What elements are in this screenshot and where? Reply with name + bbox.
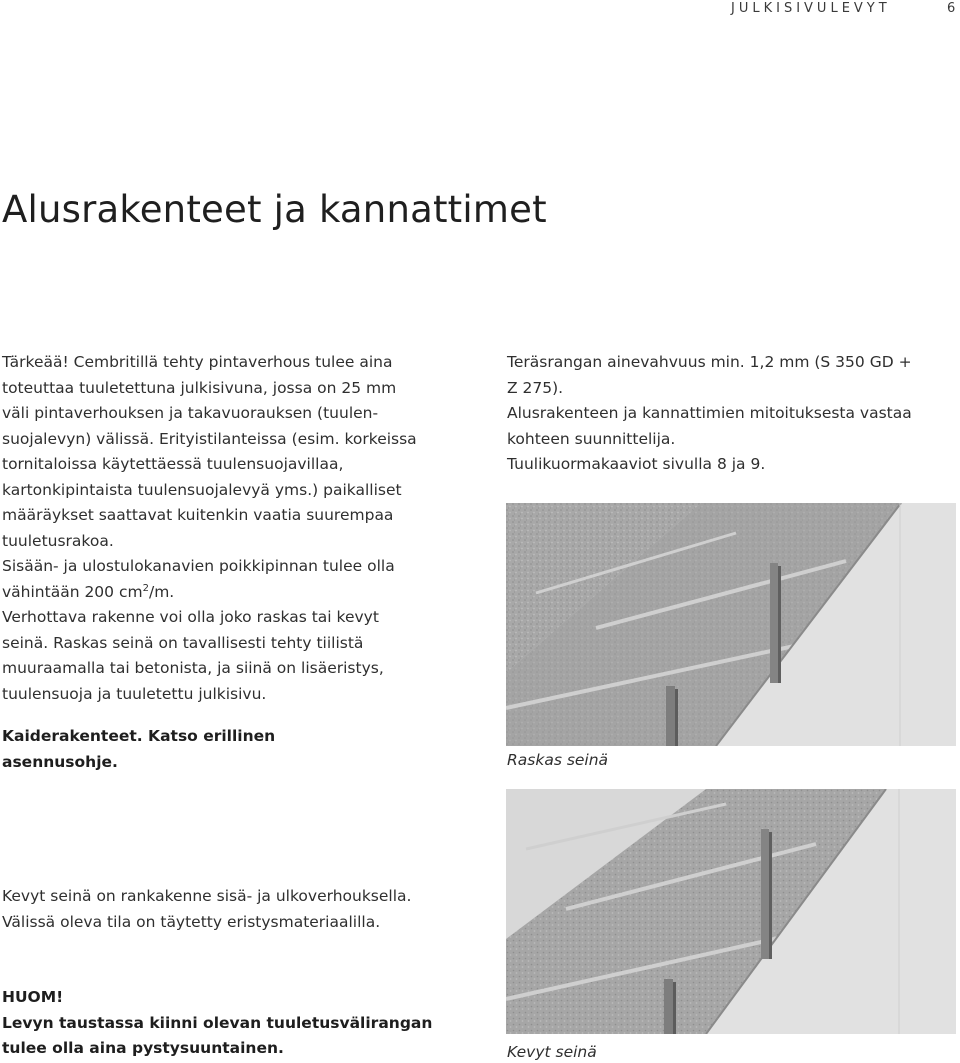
text-line: Kevyt seinä on rankakenne sisä- ja ulkoverhouksella. [2, 887, 412, 905]
light-wall-paragraph [2, 884, 472, 935]
text-line [2, 580, 472, 606]
text-line: muuraamalla tai betonista, ja siinä on lisäeristys, [2, 659, 384, 677]
intro-paragraph [2, 350, 472, 707]
railing-note [2, 724, 472, 775]
text-line: Z 275). [507, 378, 564, 397]
page-number: 6 [947, 1, 956, 16]
text-line: Teräsrangan ainevahvuus min. 1,2 mm (S 350 GD + [507, 353, 912, 371]
steel-profile [666, 686, 675, 746]
area-unit: /m. [148, 582, 175, 601]
text-line: seinä. Raskas seinä on tavallisesti tehty tiilistä [2, 633, 364, 652]
huom-note [2, 985, 472, 1062]
light-wall-figure [506, 789, 956, 1034]
light-wall-illustration [506, 789, 956, 1034]
text-line: Tärkeää! Cembritillä tehty pintaverhous tulee aina [2, 353, 393, 371]
light-wall-caption: Kevyt seinä [507, 1043, 597, 1061]
heavy-wall-illustration [506, 503, 956, 746]
header-section-title: JULKISIVULEVYT [731, 1, 891, 16]
steel-profile [664, 979, 673, 1034]
area-requirement: vähintään 200 cm [2, 582, 143, 601]
text-line: kohteen suunnittelija. [507, 429, 676, 448]
steel-profile [761, 829, 769, 959]
text-line: toteuttaa tuuletettuna julkisivuna, jossa on 25 mm [2, 378, 397, 397]
steel-profile [770, 563, 778, 683]
steel-spec-paragraph [507, 350, 952, 478]
text-line: suojalevyn) välissä. Erityistilanteissa (esim. korkeissa [2, 429, 417, 448]
text-line: tuuletusrakoa. [2, 531, 114, 550]
text-line: Alusrakenteen ja kannattimien mitoituksesta vastaa [507, 404, 912, 422]
text-line: tornitaloissa käytettäessä tuulensuojavillaa, [2, 455, 344, 473]
text-line: Levyn taustassa kiinni olevan tuuletusvälirangan [2, 1013, 433, 1032]
text-line: väli pintaverhouksen ja takavuorauksen (tuulen- [2, 404, 379, 422]
text-line: Välissä oleva tila on täytetty eristysmateriaalilla. [2, 912, 381, 931]
text-line: Kaiderakenteet. Katso erillinen [2, 727, 276, 745]
huom-label: HUOM! [2, 988, 64, 1006]
text-line: Sisään- ja ulostulokanavien poikkipinnan tulee olla [2, 557, 395, 575]
page-title: Alusrakenteet ja kannattimet [2, 188, 547, 231]
heavy-wall-caption: Raskas seinä [507, 751, 609, 769]
text-line: tulee olla aina pystysuuntainen. [2, 1039, 284, 1057]
text-line: asennusohje. [2, 752, 118, 771]
heavy-wall-figure [506, 503, 956, 746]
text-line: Verhottava rakenne voi olla joko raskas tai kevyt [2, 608, 379, 626]
text-line: tuulensuoja ja tuuletettu julkisivu. [2, 684, 267, 703]
text-line: Tuulikuormakaaviot sivulla 8 ja 9. [507, 455, 766, 473]
area-exponent: 2 [142, 582, 149, 594]
text-line: kartonkipintaista tuulensuojalevyä yms.) paikalliset [2, 480, 402, 499]
text-line: määräykset saattavat kuitenkin vaatia suurempaa [2, 506, 394, 524]
